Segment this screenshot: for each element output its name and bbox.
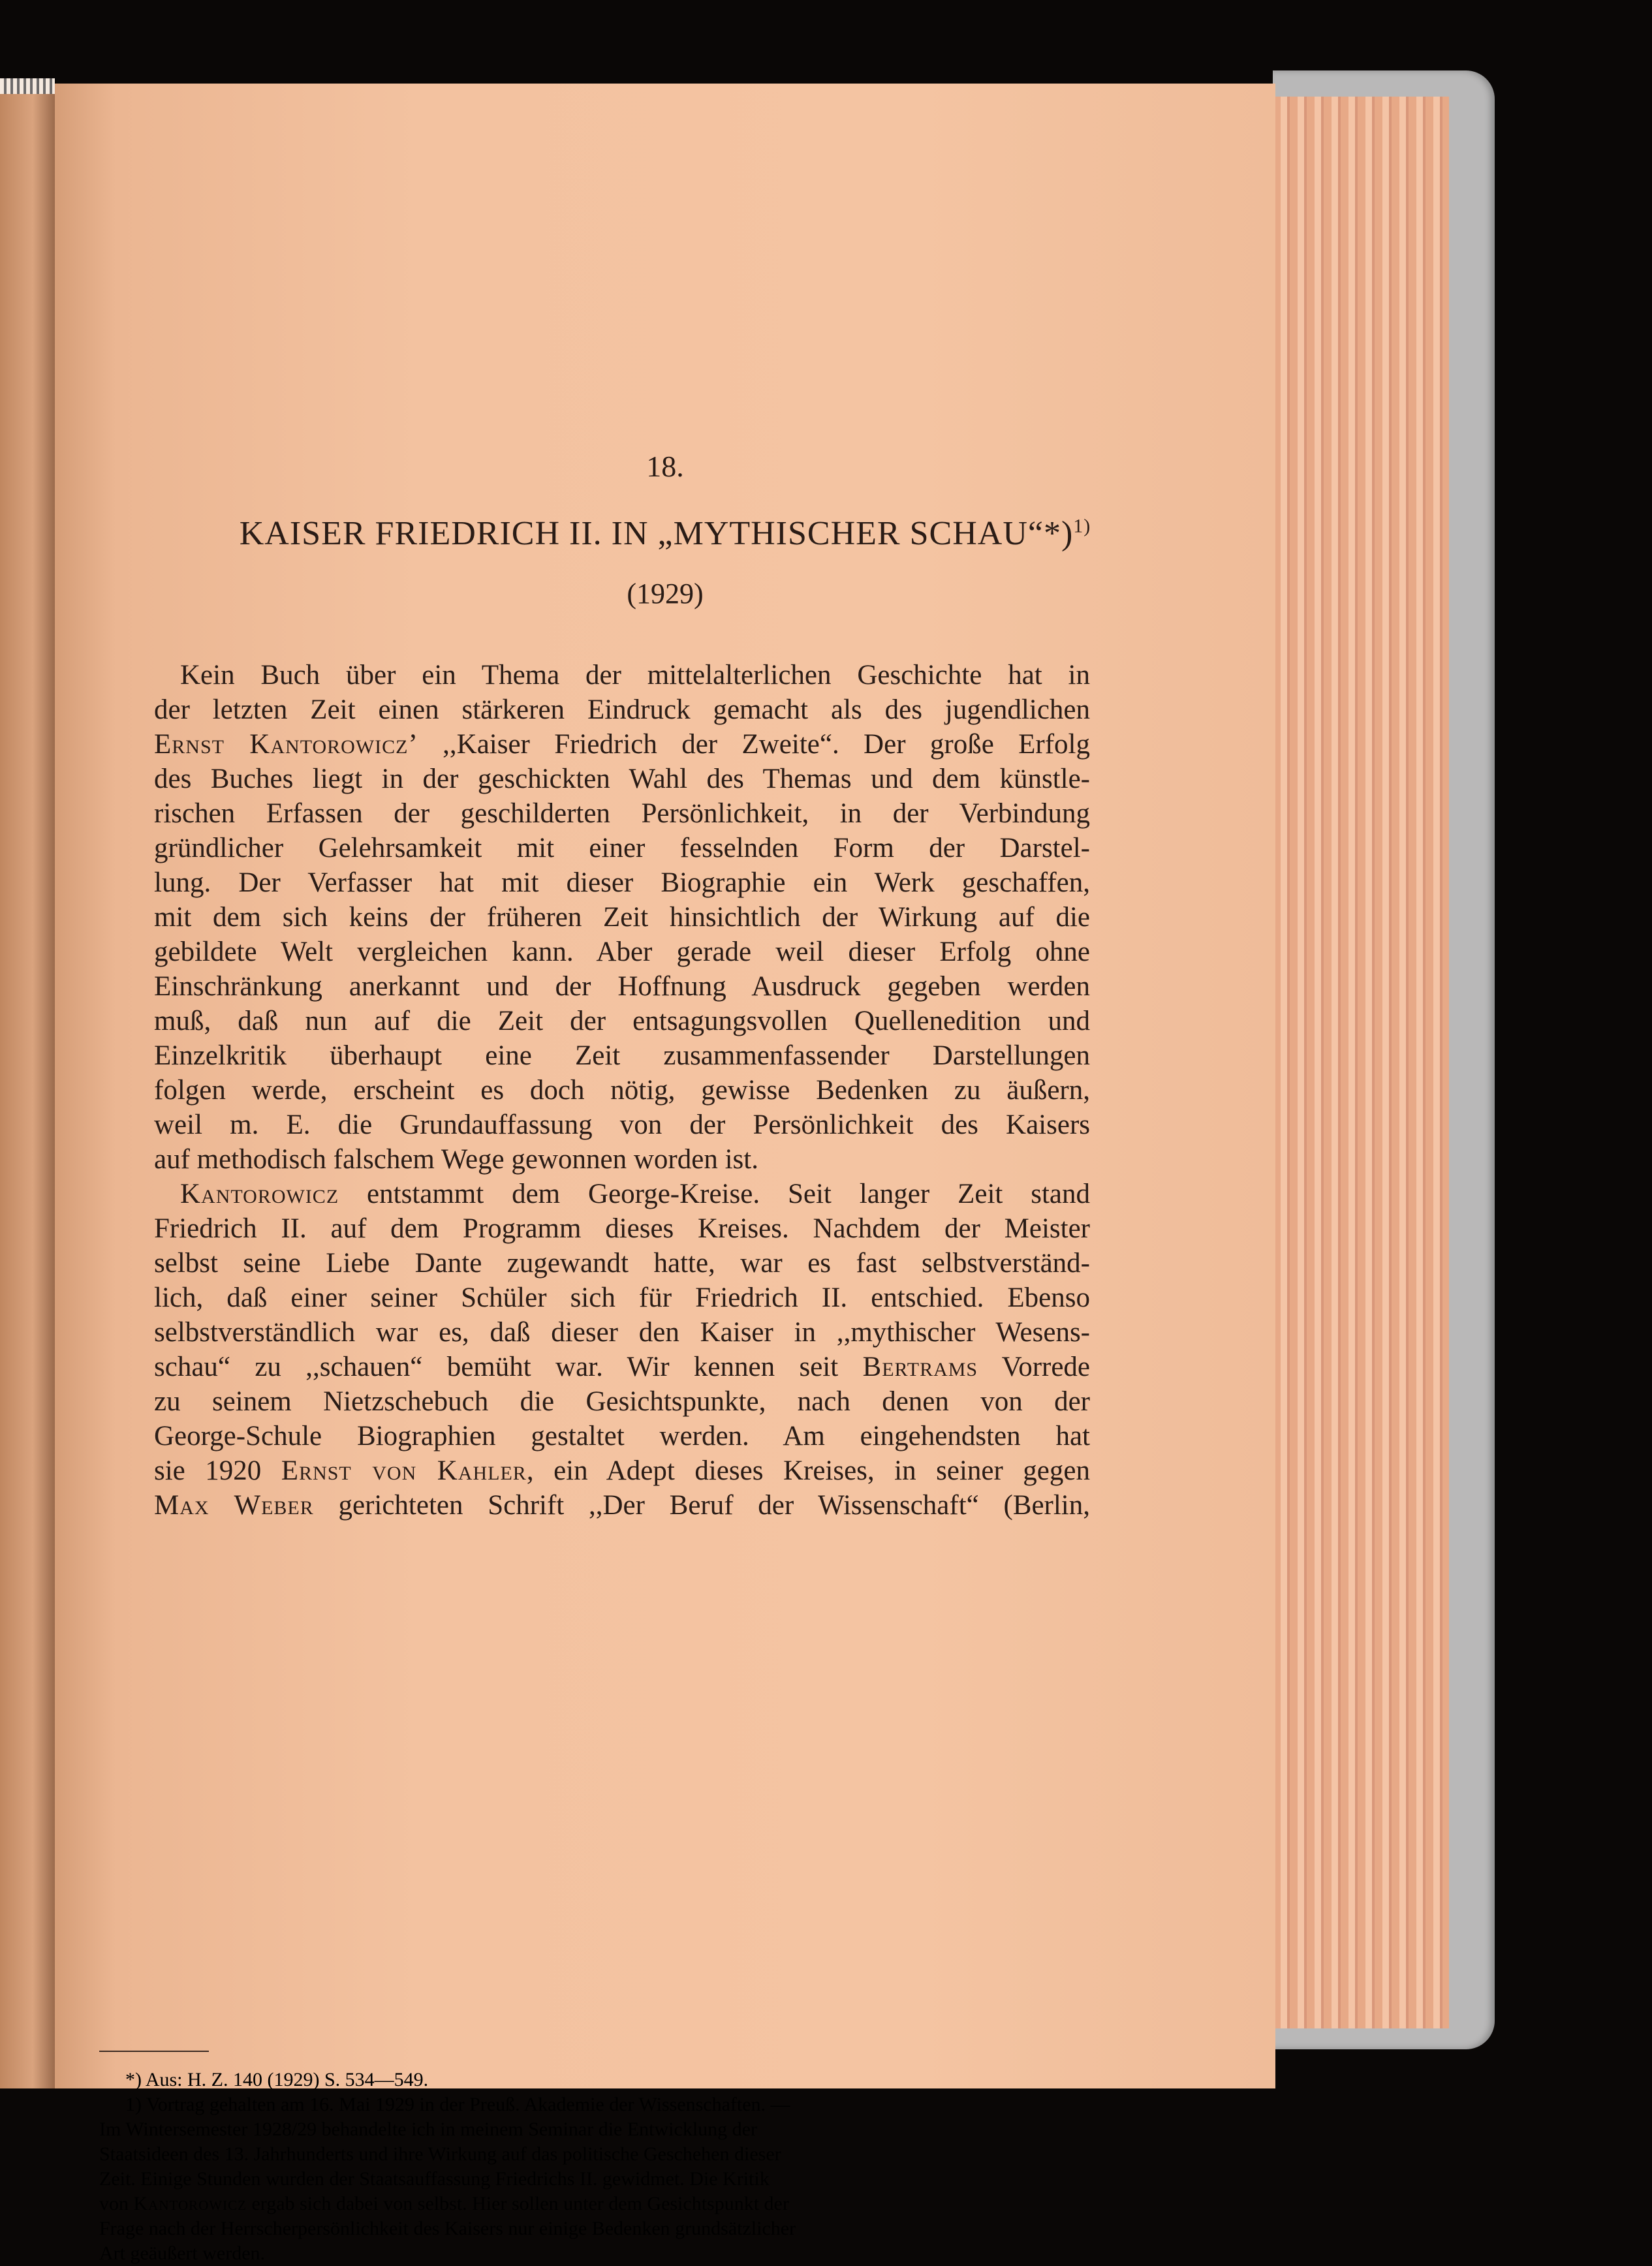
body-line <box>154 727 1090 762</box>
footnote-line: Frage nach der Herrscherpersönlichkeit des Kaisers nur einige Bedenken grundsätzlicher <box>99 2218 796 2239</box>
body-line <box>154 1453 1090 1488</box>
book-page <box>55 84 1275 2088</box>
body-line: folgen werde, erscheint es doch nötig, gewisse Bedenken zu äußern, <box>154 1075 1090 1106</box>
body-line: Friedrich II. auf dem Programm dieses Kreises. Nachdem der Meister <box>154 1213 1090 1244</box>
body-line: des Buches liegt in der geschickten Wahl des Themas und dem künstle- <box>154 764 1090 794</box>
footnote-line <box>99 2192 1035 2216</box>
body-line-segment: ,,Kaiser Friedrich der Zweite“. Der große Erfolg <box>418 729 1090 760</box>
body-line-segment: schau“ zu ,,schauen“ bemüht war. Wir kennen seit <box>154 1352 863 1382</box>
body-line-segment: entstammt dem George-Kreise. Seit langer Zeit stand <box>339 1179 1090 1209</box>
body-line: rischen Erfassen der geschilderten Persönlichkeit, in der Verbindung <box>154 798 1090 829</box>
body-line: Kein Buch über ein Thema der mittelalterlichen Geschichte hat in <box>180 660 1090 691</box>
body-line: lung. Der Verfasser hat mit dieser Biographie ein Werk geschaffen, <box>154 867 1090 898</box>
body-line: selbst seine Liebe Dante zugewandt hatte, war es fast selbstverständ- <box>154 1248 1090 1279</box>
footnote-line: Im Wintersemester 1928/29 behandelte ich in meinem Seminar die Entwicklung der <box>99 2119 757 2140</box>
chapter-year: (1929) <box>627 578 704 610</box>
body-line: muß, daß nun auf die Zeit der entsagungsvollen Quellenedition und <box>154 1006 1090 1036</box>
body-line: selbstverständlich war es, daß dieser den Kaiser in ,,mythischer Wesens- <box>154 1317 1090 1348</box>
chapter-title-text: KAISER FRIEDRICH II. IN „MYTHISCHER SCHAU“*) <box>239 515 1074 552</box>
footnote-line: Zeit. Einige Stunden wurden der Staatsauffassung Friedrichs II. gewidmet. Die Kritik <box>99 2168 770 2190</box>
author-name: Kantorowicz <box>133 2193 247 2214</box>
footnote-segment: von <box>99 2193 134 2214</box>
footnote-line: 1) Vortrag gehalten am 16. Mai 1929 in der Preuß. Akademie der Wissenschaften. — <box>125 2094 790 2115</box>
footnote-line: Staatsideen des 13. Jahrhunderts und ihre Wirkung auf das politische Geschehen dieser <box>99 2143 781 2165</box>
author-name: Ernst von Kahler <box>281 1455 527 1486</box>
body-line <box>154 1350 1090 1384</box>
footnote-separator <box>99 2051 209 2052</box>
left-page-top-strip <box>0 78 55 94</box>
body-line <box>154 1177 1090 1211</box>
footnote-source: *) Aus: H. Z. 140 (1929) S. 534—549. <box>125 2069 429 2090</box>
body-line: lich, daß einer seiner Schüler sich für Friedrich II. entschied. Ebenso <box>154 1282 1090 1313</box>
body-line: gebildete Welt vergleichen kann. Aber gerade weil dieser Erfolg ohne <box>154 937 1090 967</box>
body-line: mit dem sich keins der früheren Zeit hinsichtlich der Wirkung auf die <box>154 902 1090 933</box>
author-name: Bertrams <box>862 1352 978 1382</box>
left-page-edge <box>0 78 55 2088</box>
body-line: weil m. E. die Grundauffassung von der Persönlichkeit des Kaisers <box>154 1110 1090 1140</box>
body-line-segment: Vorrede <box>978 1352 1091 1382</box>
footnotes <box>99 2068 1035 2266</box>
chapter-title-footnote-mark: 1) <box>1073 515 1091 537</box>
author-name: Kantorowicz <box>180 1179 339 1209</box>
body-line: der letzten Zeit einen stärkeren Eindruck gemacht als des jugendlichen <box>154 694 1090 725</box>
body-line: Einschränkung anerkannt und der Hoffnung Ausdruck gegeben werden <box>154 971 1090 1002</box>
chapter-number: 18. <box>646 450 684 483</box>
footnote-segment: ergab sich dabei von selbst. Hier sollen unter dem Gesichtspunkt der <box>246 2193 789 2214</box>
footnote-line: Art geäußert werden. <box>99 2243 266 2264</box>
body-line: Einzelkritik überhaupt eine Zeit zusammenfassender Darstellungen <box>154 1040 1090 1071</box>
body-line: gründlicher Gelehrsamkeit mit einer fesselnden Form der Darstel- <box>154 833 1090 863</box>
chapter-title <box>55 514 1275 553</box>
body-line-segment: gerichteten Schrift ,,Der Beruf der Wissenschaft“ (Berlin, <box>313 1490 1090 1521</box>
body-line: zu seinem Nietzschebuch die Gesichtspunkte, nach denen von der <box>154 1386 1090 1417</box>
body-line: George-Schule Biographien gestaltet werden. Am eingehendsten hat <box>154 1421 1090 1451</box>
body-line <box>154 1488 1090 1523</box>
body-line: auf methodisch falschem Wege gewonnen worden ist. <box>154 1144 758 1175</box>
body-line-segment: , ein Adept dieses Kreises, in seiner gegen <box>526 1455 1090 1486</box>
body-line-segment: sie 1920 <box>154 1455 281 1486</box>
body-text <box>154 658 1090 1523</box>
author-name: Ernst Kantorowicz’ <box>154 729 418 760</box>
page-edges <box>1273 97 1449 2028</box>
author-name: Max Weber <box>154 1490 314 1521</box>
